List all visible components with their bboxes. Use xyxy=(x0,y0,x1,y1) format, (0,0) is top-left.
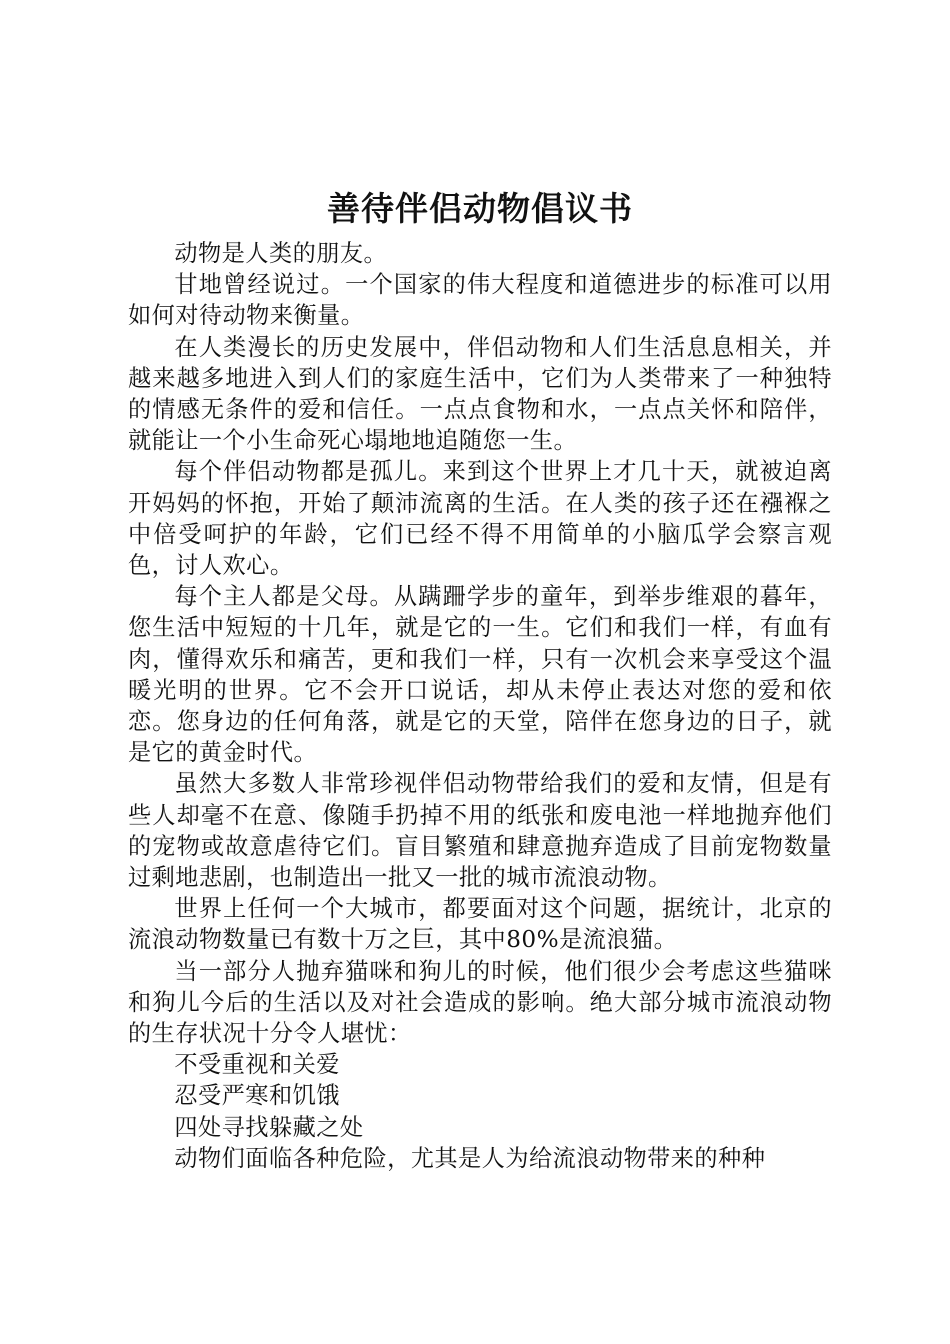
document-page xyxy=(128,186,832,1174)
paragraph-history: 在人类漫长的历史发展中，伴侣动物和人们生活息息相关，并越来越多地进入到人们的家庭生活中，它们为人类带来了一种独特的情感无条件的爱和信任。一点点食物和水，一点点关怀和陪伴，就能让一个小生命死心塌地地追随您一生。 xyxy=(128,333,832,455)
paragraph-owners-parents: 每个主人都是父母。从蹒跚学步的童年，到举步维艰的暮年，您生活中短短的十几年，就是它的一生。它们和我们一样，有血有肉，懂得欢乐和痛苦，更和我们一样，只有一次机会来享受这个温暖光明的世界。它不会开口说话，却从未停止表达对您的爱和依恋。您身边的任何角落，就是它的天堂，陪伴在您身边的日子，就是它的黄金时代。 xyxy=(128,583,832,767)
list-item: 四处寻找躲藏之处 xyxy=(174,1113,364,1141)
paragraph-intro: 动物是人类的朋友。 xyxy=(174,240,388,267)
paragraph-orphans: 每个伴侣动物都是孤儿。来到这个世界上才几十天，就被迫离开妈妈的怀抱，开始了颠沛流离的生活。在人类的孩子还在襁褓之中倍受呵护的年龄，它们已经不得不用简单的小脑瓜学会察言观色，讨人欢心。 xyxy=(128,458,832,580)
list-item: 忍受严寒和饥饿 xyxy=(174,1082,340,1110)
paragraph-living-conditions: 当一部分人抛弃猫咪和狗儿的时候，他们很少会考虑这些猫咪和狗儿今后的生活以及对社会造成的影响。绝大部分城市流浪动物的生存状况十分令人堪忧： xyxy=(128,957,832,1048)
document-title: 善待伴侣动物倡议书 xyxy=(327,189,633,228)
paragraph-abandonment: 虽然大多数人非常珍视伴侣动物带给我们的爱和友情，但是有些人却毫不在意、像随手扔掉不用的纸张和废电池一样地抛弃他们的宠物或故意虐待它们。盲目繁殖和肆意抛弃造成了目前宠物数量过剩地悲剧，也制造出一批又一批的城市流浪动物。 xyxy=(128,770,832,892)
paragraph-statistics: 世界上任何一个大城市，都要面对这个问题，据统计，北京的流浪动物数量已有数十万之巨，其中80%是流浪猫。 xyxy=(128,895,832,954)
paragraph-dangers: 动物们面临各种危险，尤其是人为给流浪动物带来的种种 xyxy=(174,1144,766,1172)
paragraph-gandhi-quote: 甘地曾经说过。一个国家的伟大程度和道德进步的标准可以用如何对待动物来衡量。 xyxy=(128,271,832,330)
list-item: 不受重视和关爱 xyxy=(174,1051,340,1079)
